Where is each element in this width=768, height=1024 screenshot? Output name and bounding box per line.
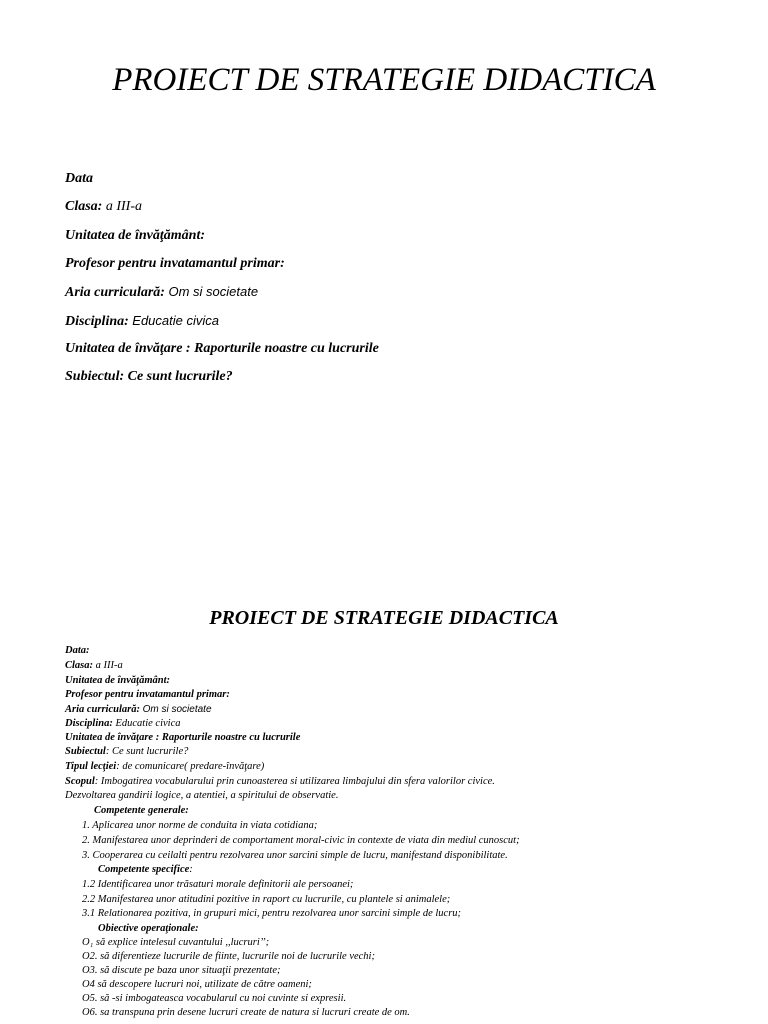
competenta-specifica-item: 3.1 Relationarea pozitiva, in grupuri mici, pentru rezolvarea unor sarcini simple de lucru; xyxy=(82,908,462,919)
preview-subiect-value: : Ce sunt lucrurile? xyxy=(105,746,189,757)
clasa-value: a III-a xyxy=(105,199,142,214)
preview-subiect-line xyxy=(65,746,188,757)
preview-unitate-invatamant-label: Unitatea de învăţământ: xyxy=(65,675,170,686)
preview-disciplina-label: Disciplina: xyxy=(65,718,113,729)
obiectiv-item: O4 să descopere lucruri noi, utilizate de către oameni; xyxy=(82,979,312,990)
clasa-line xyxy=(65,199,142,215)
unitate-invatare-label: Unitatea de învăţare : Raporturile noastre cu lucrurile xyxy=(65,341,379,356)
preview-subiect-label: Subiectul xyxy=(65,746,106,757)
aria-value: Om si societate xyxy=(168,284,259,299)
preview-disciplina-line xyxy=(65,718,180,729)
obiective-label: Obiective operaţionale: xyxy=(98,923,199,934)
competente-generale-label: Competente generale: xyxy=(94,805,189,816)
preview-profesor-label: Profesor pentru invatamantul primar: xyxy=(65,689,230,700)
obiectiv-item: O5. să -si imbogateasca vocabularul cu noi cuvinte si expresii. xyxy=(82,993,347,1004)
clasa-label: Clasa: xyxy=(65,199,103,214)
preview-disciplina-value: Educatie civica xyxy=(115,718,181,729)
preview-clasa-value: a III-a xyxy=(95,660,123,671)
profesor-label: Profesor pentru invatamantul primar: xyxy=(65,256,285,271)
competente-specifice-colon: : xyxy=(189,864,193,875)
data-label: Data xyxy=(65,171,93,186)
preview-tipul-line xyxy=(65,761,264,772)
obiectiv-item: O3. să discute pe baza unor situaţii prezentate; xyxy=(82,965,281,976)
preview-scopul-label: Scopul xyxy=(65,776,95,787)
aria-label: Aria curriculară: xyxy=(65,285,165,300)
preview-clasa-line xyxy=(65,660,123,671)
obiectiv-item: O₁ să explice intelesul cuvantului ,,lucruri’’; xyxy=(82,937,270,948)
preview-scopul-value: : Imbogatirea vocabularului prin cunoasterea si utilizarea limbajului din sfera valorilor civice. xyxy=(94,776,495,787)
obiectiv-item: O6. sa transpuna prin desene lucruri create de natura si lucruri create de om. xyxy=(82,1007,410,1018)
preview-tipul-label: Tipul lecţiei xyxy=(65,761,117,772)
competenta-generala-item: 1. Aplicarea unor norme de conduita in viata cotidiana; xyxy=(82,820,318,831)
competenta-generala-item: 3. Cooperarea cu ceilalti pentru rezolvarea unor sarcini simple de lucru, manifestand disponibilitate. xyxy=(82,850,508,861)
preview-scopul-line xyxy=(65,776,495,787)
document-title: PROIECT DE STRATEGIE DIDACTICA xyxy=(112,62,656,98)
subiect-label: Subiectul: Ce sunt lucrurile? xyxy=(65,369,233,384)
competenta-generala-item: 2. Manifestarea unor deprinderi de comportament moral-civic in contexte de viata din mediul cunoscut; xyxy=(82,835,520,846)
disciplina-label: Disciplina: xyxy=(65,314,129,329)
competente-specifice-label: Competente specifice xyxy=(98,864,190,875)
preview-aria-value: Om si societate xyxy=(142,704,212,715)
preview-title: PROIECT DE STRATEGIE DIDACTICA xyxy=(209,607,559,629)
preview-aria-label: Aria curriculară: xyxy=(65,704,140,715)
preview-unitate-invatare-label: Unitatea de învăţare : Raporturile noastre cu lucrurile xyxy=(65,732,301,743)
disciplina-line xyxy=(65,313,219,330)
competenta-specifica-item: 2.2 Manifestarea unor atitudini pozitive in raport cu lucrurile, cu plantele si animalele; xyxy=(82,894,451,905)
obiectiv-item: O2. să diferentieze lucrurile de fiinte, lucrurile noi de lucrurile vechi; xyxy=(82,951,375,962)
competente-specifice-line xyxy=(98,864,193,875)
preview-aria-line xyxy=(65,704,212,715)
competenta-specifica-item: 1.2 Identificarea unor trăsaturi morale definitorii ale persoanei; xyxy=(82,879,354,890)
aria-line xyxy=(65,284,258,301)
preview-scopul-cont: Dezvoltarea gandirii logice, a atentiei, a spiritului de observatie. xyxy=(65,790,339,801)
disciplina-value: Educatie civica xyxy=(132,313,219,328)
preview-clasa-label: Clasa: xyxy=(65,660,94,671)
preview-data-label: Data: xyxy=(65,645,90,656)
preview-tipul-value: : de comunicare( predare-învăţare) xyxy=(116,761,265,772)
unitate-invatamant-label: Unitatea de învăţământ: xyxy=(65,228,205,243)
